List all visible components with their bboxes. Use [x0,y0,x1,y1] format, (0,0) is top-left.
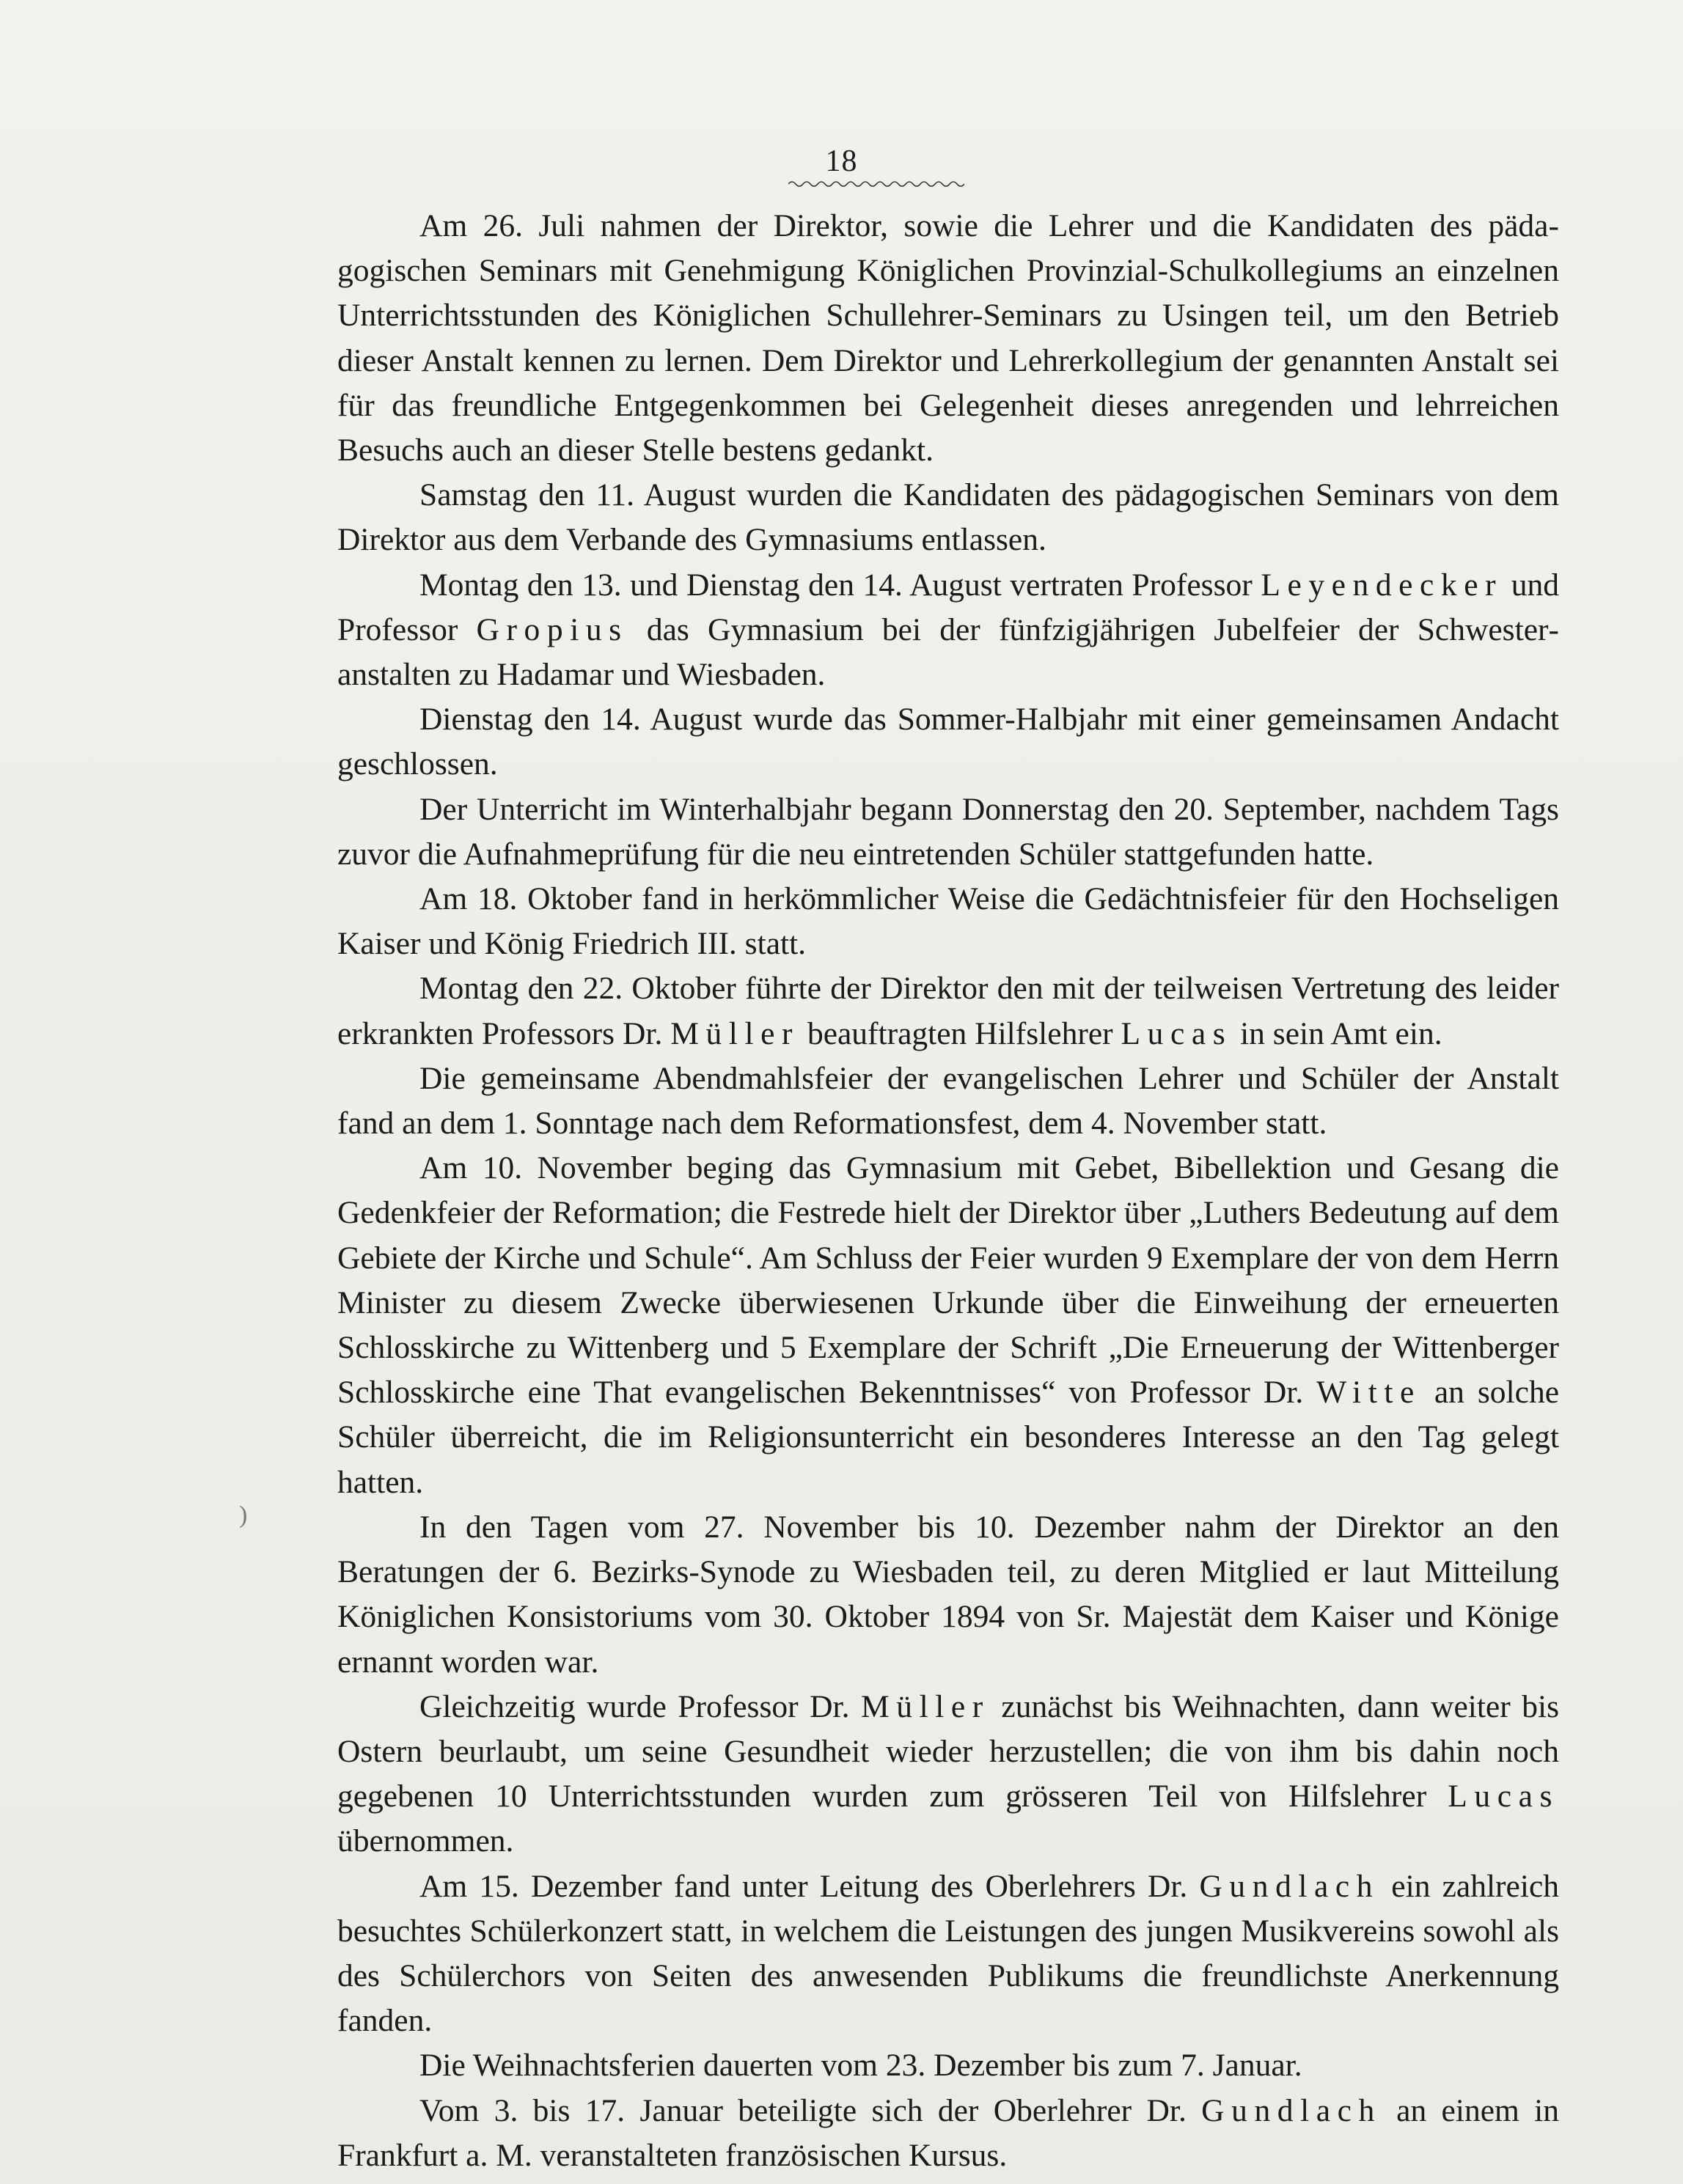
paragraph-text: Dienstag den 14. August wurde das Sommer-Halbjahr mit einer gemeinsamen Andacht geschlossen. [337,702,1559,782]
paragraph [337,697,1559,787]
paragraph-text: Montag den 13. und Dienstag den 14. August vertraten Professor [419,567,1261,603]
paragraph-text: das Gymnasium bei der fünfzigjährigen Jubelfeier der Schwesteranstalten zu Hadamar und Wiesbaden. [337,611,1559,693]
paragraph-text: Die Weihnachtsferien dauerten vom 23. Dezember bis zum 7. Januar. [419,2048,1302,2084]
paragraph [337,966,1559,1056]
paragraph [337,1056,1559,1146]
paragraph-text: Am 26. Juli nahmen der Direktor, sowie die Lehrer und die Kandidaten des pädagogischen Seminars mit Genehmigung Königlichen Provinzial-Schulkollegiums an einzelnen Unterrichtsstunden des Königlichen Schullehrer-Seminars zu Usingen teil, um den Betrieb dieser Anstalt kennen zu lernen. Dem Direktor und Lehrerkollegium der genannten Anstalt sei für das freundliche Entgegenkommen bei Gelegenheit dieses anregenden und lehrreichen Besuchs auch an dieser Stelle bestens gedankt. [337,208,1559,468]
paragraph [337,877,1559,966]
paragraph-text: und Professor [337,567,1559,647]
paragraph-text: Samstag den 11. August wurden die Kandidaten des pädagogischen Seminars von dem Direktor aus dem Verbande des Gymnasiums entlassen. [337,477,1559,558]
wavy-rule-ornament [788,179,964,189]
spaced-name: Leyendecker [1261,567,1503,603]
paragraph-text: ein zahlreich besuchtes Schülerkonzert statt, in welchem die Leistungen des jungen Musikvereins sowohl als des Schülerchors von Seiten des anwesenden Publikums die freundlichste Anerkennung fanden. [337,1868,1559,2039]
spaced-name: Gundlach [1199,1868,1380,1904]
paragraph-text: In den Tagen vom 27. November bis 10. Dezember nahm der Direktor an den Beratungen der 6. Bezirks-Synode zu Wiesbaden teil, zu deren Mitglied er laut Mitteilung Königlichen Konsistoriums vom 30. Oktober 1894 von Sr. Majestät dem Kaiser und Könige ernannt worden war. [337,1509,1559,1680]
paragraph-text: übernommen. [337,1823,514,1859]
paragraph-text: Am 10. November beging das Gymnasium mit Gebet, Bibellektion und Gesang die Gedenkfeier der Reformation; die Festrede hielt der Direktor über „Luthers Bedeutung auf dem Gebiete der Kirche und Schule“. Am Schluss der Feier wurden 9 Exemplare der von dem Herrn Minister zu diesem Zwecke überwiesenen Urkunde über die Einweihung der erneuerten Schlosskirche zu Wittenberg und 5 Exemplare der Schrift „Die Erneuerung der Wittenberger Schlosskirche eine That evangelischen Bekenntnisses“ von Professor Dr. [337,1150,1559,1411]
paragraph-text: Vom 3. bis 17. Januar beteiligte sich der Oberlehrer Dr. [419,2092,1202,2128]
paragraph-text: Die gemeinsame Abendmahlsfeier der evangelischen Lehrer und Schüler der Anstalt fand an dem 1. Sonntage nach dem Reformationsfest, dem 4. November statt. [337,1060,1559,1141]
paragraph [337,204,1559,473]
spaced-name: Müller [861,1688,990,1724]
body-text [337,204,1559,2178]
paragraph [337,1146,1559,1505]
paragraph-text: an solche Schüler überreicht, die im Religionsunterricht ein besonderes Interesse an den Tag gelegt hatten. [337,1375,1559,1500]
paragraph-text: Gleichzeitig wurde Professor Dr. [419,1688,862,1724]
page-number: 18 [825,144,858,178]
paragraph [337,473,1559,562]
spaced-name: Müller [670,1015,800,1051]
paragraph [337,1505,1559,1685]
paragraph [337,787,1559,877]
paragraph [337,1864,1559,2044]
spaced-name: Lucas [1448,1779,1559,1815]
spaced-name: Witte [1316,1375,1421,1411]
paragraph-text: Der Unterricht im Winterhalbjahr begann Donnerstag den 20. September, nachdem Tags zuvor die Aufnahmeprüfung für die neu eintretenden Schüler stattgefunden hatte. [337,791,1559,872]
spaced-name: Gundlach [1201,2092,1382,2128]
paragraph-text: Am 15. Dezember fand unter Leitung des Oberlehrers Dr. [419,1868,1200,1904]
paragraph-text: in sein Amt ein. [1232,1015,1442,1051]
paragraph-text: Montag den 22. Oktober führte der Direktor den mit der teilweisen Vertretung des leider erkrankten Professors Dr. [337,971,1559,1051]
paragraph-text: beauftragten Hilfslehrer [799,1015,1121,1051]
paragraph-text: zunächst bis Weihnachten, dann weiter bis Ostern beurlaubt, um seine Gesundheit wieder herzustellen; die von ihm bis dahin noch gegebenen 10 Unterrichtsstunden wurden zum grösseren Teil von Hilfslehrer [337,1688,1559,1815]
margin-mark: ) [239,1501,248,1529]
paragraph [337,2089,1559,2178]
paragraph-text: Am 18. Oktober fand in herkömmlicher Weise die Gedächtnisfeier für den Hochseligen Kaiser und König Friedrich III. statt. [337,881,1559,962]
paragraph-text: an einem in Frankfurt a. M. veranstalteten französischen Kursus. [337,2092,1559,2173]
paragraph [337,2043,1559,2088]
paragraph [337,563,1559,698]
spaced-name: Lucas [1121,1015,1233,1051]
paragraph [337,1685,1559,1864]
spaced-name: Gropius [476,611,628,647]
